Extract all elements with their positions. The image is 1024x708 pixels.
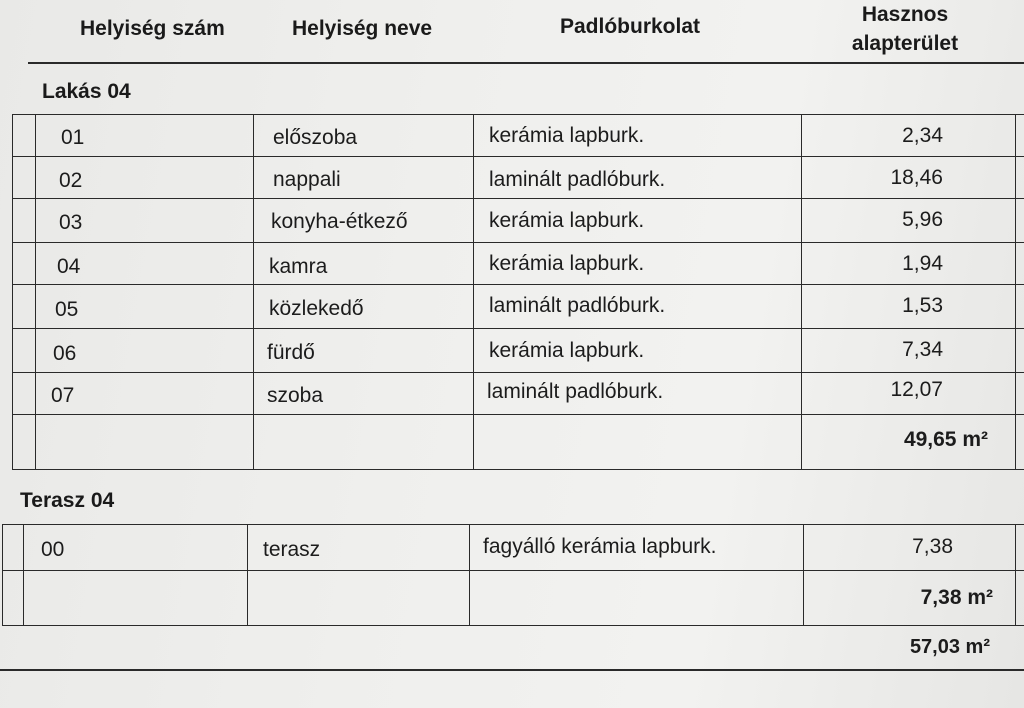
room-flooring: laminált padlóburk. <box>487 380 664 403</box>
room-number: 03 <box>59 211 83 234</box>
room-name: közlekedő <box>269 297 364 320</box>
table-total-row <box>3 571 1024 625</box>
table-row <box>13 115 1024 157</box>
room-flooring: laminált padlóburk. <box>489 294 666 317</box>
room-area: 12,07 <box>890 378 943 401</box>
header-flooring: Padlóburkolat <box>560 15 701 38</box>
section-title-apartment: Lakás 04 <box>42 80 131 103</box>
table-row <box>13 157 1024 199</box>
header-divider <box>28 62 1024 64</box>
header-room-name: Helyiség neve <box>292 17 433 40</box>
room-number: 04 <box>57 255 81 278</box>
header-room-number: Helyiség szám <box>80 17 225 40</box>
room-number: 01 <box>61 126 85 149</box>
room-number: 02 <box>59 169 83 192</box>
room-flooring: fagyálló kerámia lapburk. <box>483 535 717 558</box>
room-name: nappali <box>273 168 341 191</box>
section-total: 7,38 m² <box>920 586 993 609</box>
room-name: előszoba <box>273 126 358 149</box>
table-row <box>13 199 1024 243</box>
section-total: 49,65 m² <box>903 428 988 451</box>
room-flooring: kerámia lapburk. <box>489 252 645 275</box>
room-flooring: kerámia lapburk. <box>489 209 645 232</box>
room-number: 07 <box>51 384 75 407</box>
room-flooring: kerámia lapburk. <box>489 124 645 147</box>
room-name: konyha-étkező <box>271 210 408 233</box>
room-area: 1,94 <box>902 252 943 275</box>
room-area: 1,53 <box>902 294 943 317</box>
room-number: 06 <box>53 342 77 365</box>
table-row <box>13 329 1024 373</box>
header-area-line2: alapterület <box>851 32 959 55</box>
room-number: 05 <box>55 298 79 321</box>
room-name: kamra <box>269 255 328 278</box>
table-row <box>13 243 1024 285</box>
room-number: 00 <box>41 538 65 561</box>
table-total-row <box>13 415 1024 469</box>
room-area: 2,34 <box>902 124 943 147</box>
table-row <box>13 373 1024 415</box>
room-area: 18,46 <box>890 166 943 189</box>
section-title-terrace: Terasz 04 <box>20 489 115 512</box>
room-name: szoba <box>267 384 324 407</box>
table-row <box>3 525 1024 571</box>
footer-divider <box>0 669 1024 671</box>
grand-total: 57,03 m² <box>909 636 990 658</box>
terrace-table <box>2 524 1024 626</box>
room-flooring: kerámia lapburk. <box>489 339 645 362</box>
room-area: 5,96 <box>902 208 943 231</box>
room-name: terasz <box>263 538 321 561</box>
room-area: 7,34 <box>902 338 943 361</box>
table-row <box>13 285 1024 329</box>
room-flooring: laminált padlóburk. <box>489 168 666 191</box>
apartment-table <box>12 114 1024 470</box>
room-name: fürdő <box>267 341 315 364</box>
room-area: 7,38 <box>912 535 953 558</box>
header-area-line1: Hasznos <box>861 3 949 26</box>
